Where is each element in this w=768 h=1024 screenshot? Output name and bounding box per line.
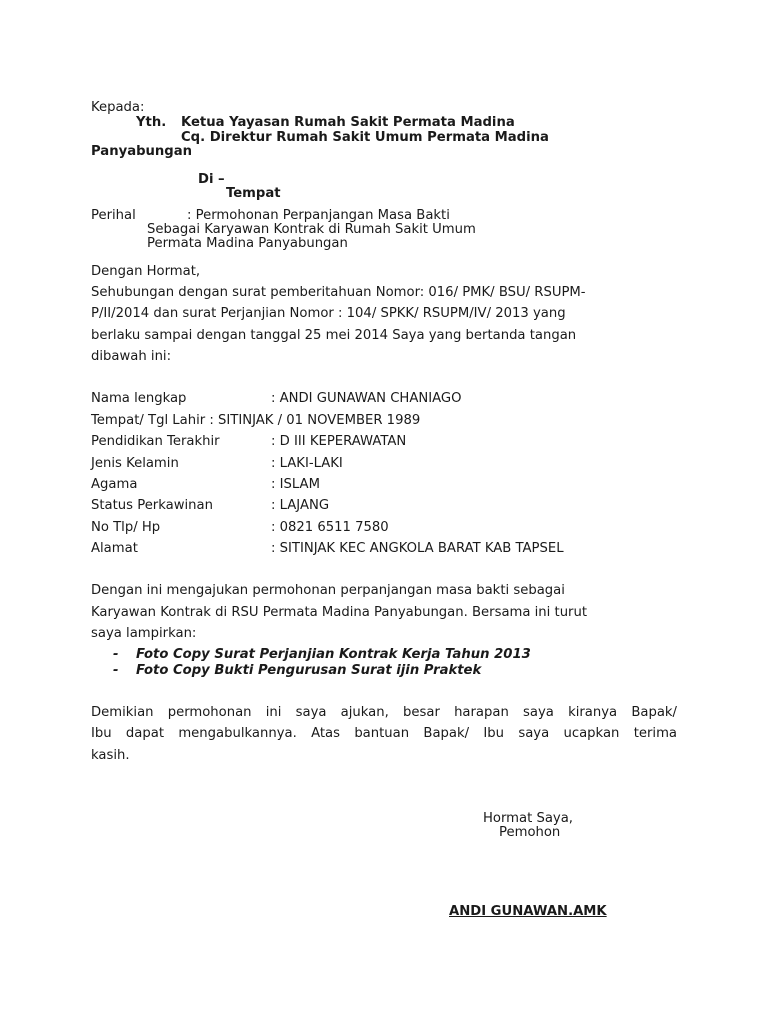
request-line: saya lampirkan:: [91, 626, 197, 641]
recipient-line-2: Cq. Direktur Rumah Sakit Umum Permata Madina: [181, 130, 549, 145]
closing-line: Ibu dapat mengabulkannya. Atas bantuan Bapak/ Ibu saya ucapkan terima: [91, 726, 677, 741]
perihal-label: Perihal: [91, 208, 136, 223]
tempat-label: Tempat: [226, 186, 281, 201]
perihal-line-1: : Permohonan Perpanjangan Masa Bakti: [187, 208, 450, 223]
recipient-line-3: Panyabungan: [91, 144, 193, 159]
tlp-label: No Tlp/ Hp: [91, 520, 161, 535]
attachment-bullet: -: [113, 663, 119, 678]
signature-name: ANDI GUNAWAN.AMK: [449, 904, 607, 919]
request-line: Karyawan Kontrak di RSU Permata Madina Panyabungan. Bersama ini turut: [91, 605, 588, 620]
intro-line: berlaku sampai dengan tanggal 25 mei 2014 Saya yang bertanda tangan: [91, 328, 577, 343]
alamat-label: Alamat: [91, 541, 138, 556]
closing-line: kasih.: [91, 748, 130, 763]
intro-line: dibawah ini:: [91, 349, 172, 364]
jenis-kelamin-value: : LAKI-LAKI: [271, 456, 343, 471]
perihal-line-3: Permata Madina Panyabungan: [147, 236, 348, 251]
signoff: Hormat Saya,: [483, 811, 573, 826]
perihal-line-2: Sebagai Karyawan Kontrak di Rumah Sakit Umum: [147, 222, 476, 237]
ttl-line: Tempat/ Tgl Lahir : SITINJAK / 01 NOVEMBER 1989: [91, 413, 421, 428]
closing-line: Demikian permohonan ini saya ajukan, besar harapan saya kiranya Bapak/: [91, 705, 677, 720]
yth-prefix: Yth.: [136, 115, 167, 130]
pemohon-label: Pemohon: [499, 825, 561, 840]
attachment-item: Foto Copy Bukti Pengurusan Surat ijin Praktek: [136, 663, 482, 678]
request-line: Dengan ini mengajukan permohonan perpanjangan masa bakti sebagai: [91, 583, 565, 598]
agama-label: Agama: [91, 477, 138, 492]
attachment-item: Foto Copy Surat Perjanjian Kontrak Kerja Tahun 2013: [136, 647, 531, 662]
intro-line: Sehubungan dengan surat pemberitahuan Nomor: 016/ PMK/ BSU/ RSUPM-: [91, 285, 586, 300]
pendidikan-label: Pendidikan Terakhir: [91, 434, 220, 449]
salutation: Dengan Hormat,: [91, 264, 201, 279]
intro-line: P/II/2014 dan surat Perjanjian Nomor : 104/ SPKK/ RSUPM/IV/ 2013 yang: [91, 306, 566, 321]
alamat-value: : SITINJAK KEC ANGKOLA BARAT KAB TAPSEL: [271, 541, 564, 556]
recipient-line-1: Ketua Yayasan Rumah Sakit Permata Madina: [181, 115, 515, 130]
status-label: Status Perkawinan: [91, 498, 213, 513]
tlp-value: : 0821 6511 7580: [271, 520, 389, 535]
jenis-kelamin-label: Jenis Kelamin: [91, 456, 179, 471]
attachment-bullet: -: [113, 647, 119, 662]
pendidikan-value: : D III KEPERAWATAN: [271, 434, 407, 449]
status-value: : LAJANG: [271, 498, 330, 513]
agama-value: : ISLAM: [271, 477, 320, 492]
di-label: Di –: [198, 172, 225, 187]
kepada-label: Kepada:: [91, 100, 145, 115]
nama-label: Nama lengkap: [91, 391, 187, 406]
nama-value: : ANDI GUNAWAN CHANIAGO: [271, 391, 462, 406]
